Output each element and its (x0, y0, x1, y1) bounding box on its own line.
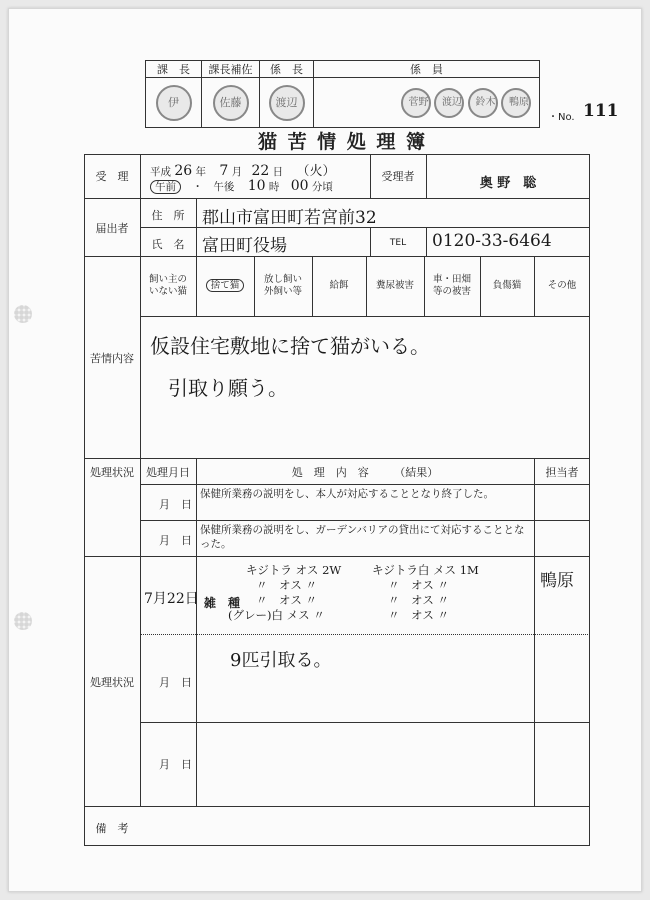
remarks-label: 備 考 (95, 822, 129, 835)
cat-entry: 〃 オス 〃 (388, 578, 450, 592)
year-unit: 年 (195, 166, 207, 178)
month-value: 7 (219, 163, 229, 179)
row-divider (140, 722, 590, 723)
category-abandoned-wrap (196, 280, 254, 292)
punch-hole (14, 305, 32, 323)
category-feeding: 給餌 (329, 280, 349, 291)
receiver-label: 受理者 (381, 170, 415, 183)
day-unit: 日 (272, 166, 284, 178)
entry2-text: 保健所業務の説明をし、ガーデンバリアの貸出にて対応することとなった。 (200, 524, 525, 550)
minute-unit: 分頃 (311, 181, 333, 193)
cat-entry: キジトラ白 メス 1M (372, 563, 479, 577)
hour-value: 10 (247, 178, 266, 194)
approval-stamp-table (145, 60, 540, 128)
row-divider (84, 198, 590, 199)
approval-cell (146, 78, 202, 128)
date-header: 処理月日 (146, 466, 190, 479)
receiver-name: 奥 野 聡 (479, 176, 537, 191)
seal-stamp: 鈴木 (468, 88, 498, 118)
column-divider (534, 458, 535, 806)
punch-hole (14, 612, 32, 630)
cats-left-list (228, 563, 342, 623)
day-value: 22 (251, 163, 270, 179)
category-unowned: 飼い主の いない猫 (148, 274, 187, 297)
cat-entry: 〃 オス 〃 (256, 578, 318, 592)
entry1-text: 保健所業務の説明をし、本人が対応することとなり終了した。 (200, 488, 494, 500)
result-text: 9匹引取る。 (230, 650, 332, 671)
year-value: 26 (174, 163, 193, 179)
hand-date: 7月22日 (144, 591, 199, 607)
number-prefix: ・No. (548, 112, 575, 123)
approval-cell (202, 78, 260, 128)
reporter-label: 届出者 (95, 222, 129, 235)
category-excrement: 糞尿被害 (375, 280, 414, 291)
category-injured: 負傷猫 (492, 280, 522, 291)
complaint-text-line2: 引取り願う。 (168, 376, 288, 400)
entry2-date: 月 日 (159, 534, 192, 547)
era: 平成 (150, 166, 171, 178)
seal-stamp: 渡辺 (269, 85, 305, 121)
approval-cell (314, 78, 540, 128)
row-divider (140, 634, 590, 635)
approval-header-chief: 課 長 (146, 61, 202, 78)
processing-label-top: 処理状況 (90, 466, 134, 479)
approval-cell (260, 78, 314, 128)
seal-stamp: 渡辺 (434, 88, 464, 118)
complaint-label: 苦情内容 (90, 352, 134, 365)
seal-stamp: 伊 (156, 85, 192, 121)
weekday-value: （火） (296, 164, 336, 179)
result-header: （結果） (394, 466, 439, 479)
cat-entry: 〃 オス 〃 (388, 593, 450, 607)
processing-label: 処理状況 (90, 676, 134, 689)
breed-label: 雑 種 (204, 596, 241, 610)
row-divider (84, 458, 590, 459)
row-divider (84, 256, 590, 257)
staff-name: 鴨原 (540, 571, 574, 591)
cat-entry: 〃 オス 〃 (388, 608, 450, 622)
month-unit: 月 (231, 166, 243, 178)
page-title: 猫 苦 情 処 理 簿 (257, 131, 428, 153)
approval-header-subchief: 係 長 (260, 61, 314, 78)
seal-stamp: 鴨原 (501, 88, 531, 118)
approval-header-assistant: 課長補佐 (202, 61, 260, 78)
reception-date (150, 160, 336, 179)
address-label: 住 所 (151, 209, 185, 222)
row-divider (140, 316, 590, 317)
category-other: その他 (547, 280, 577, 291)
entry3-date: 月 日 (159, 676, 192, 689)
row-divider (84, 556, 590, 557)
column-divider (426, 227, 427, 256)
seal-stamp: 佐藤 (213, 85, 249, 121)
row-divider (140, 520, 590, 521)
name-label: 氏 名 (151, 238, 185, 251)
category-free-roaming: 放し飼い 外飼い等 (263, 274, 302, 297)
complaint-text-line1: 仮設住宅敷地に捨て猫がいる。 (150, 334, 430, 358)
approval-header-staff: 係 員 (314, 61, 540, 78)
document-number: 111 (583, 101, 619, 121)
category-abandoned-selected: 捨て猫 (206, 279, 245, 292)
column-divider (196, 458, 197, 806)
cat-entry: 〃 オス 〃 (256, 593, 318, 607)
cat-entry: (グレー)白 メス 〃 (228, 608, 325, 622)
hour-unit: 時 (268, 181, 280, 193)
reception-label: 受 理 (95, 170, 129, 183)
am-selected: 午前 (150, 180, 181, 194)
tel-label: TEL (389, 238, 407, 248)
row-divider (140, 484, 590, 485)
row-divider (84, 806, 590, 807)
address-value: 郡山市富田町若宮前32 (202, 208, 377, 228)
staff-header: 担当者 (545, 466, 579, 479)
cats-right-list (372, 563, 479, 623)
pm-option: ・ 午後 (192, 181, 235, 193)
minute-value: 00 (290, 178, 309, 194)
column-divider (196, 198, 197, 256)
entry4-date: 月 日 (159, 758, 192, 771)
entry1-date: 月 日 (159, 498, 192, 511)
content-header-label: 処 理 内 容 (291, 466, 369, 479)
reception-time (150, 178, 333, 194)
seal-stamp: 菅野 (401, 88, 431, 118)
cat-entry: キジトラ オス 2W (246, 563, 342, 577)
category-vehicle-field: 車・田畑 等の被害 (432, 274, 471, 297)
content-header (196, 464, 534, 480)
tel-value: 0120-33-6464 (432, 231, 552, 251)
reporter-name: 富田町役場 (202, 236, 287, 256)
